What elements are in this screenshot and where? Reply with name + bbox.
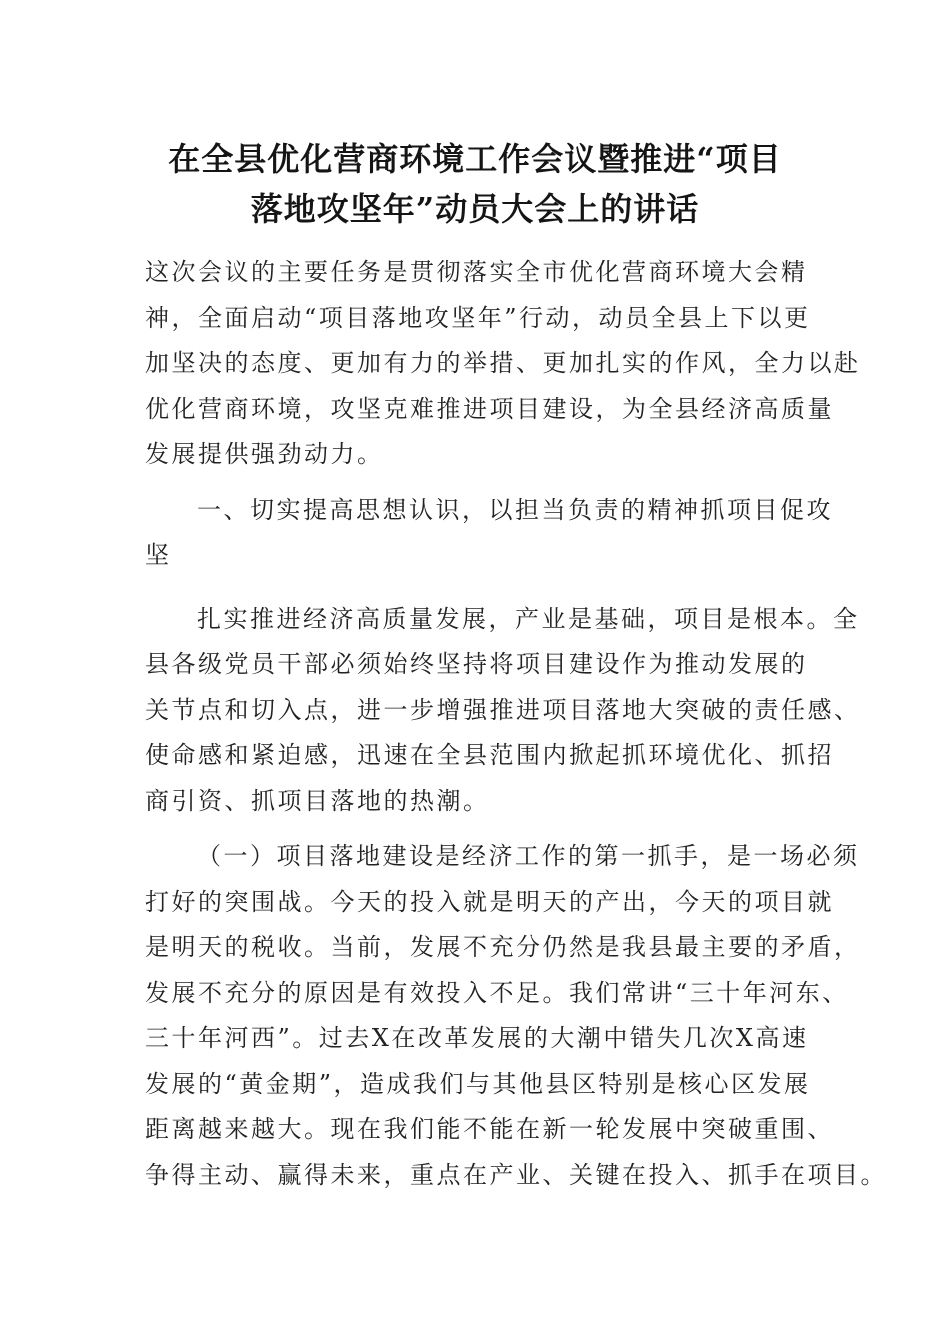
paragraph-line: 发展不充分的原因是有效投入不足。我们常讲“三十年河东、 xyxy=(145,978,849,1007)
paragraph-line: 三十年河西”。过去X在改革发展的大潮中错失几次X高速 xyxy=(145,1024,809,1052)
section-heading xyxy=(145,488,833,579)
paragraph-body xyxy=(145,597,861,825)
paragraph-line: 距离越来越大。现在我们能不能在新一轮发展中突破重围、 xyxy=(145,1115,834,1143)
paragraph-line: 商引资、抓项目落地的热潮。 xyxy=(145,786,490,815)
paragraph-line: 县各级党员干部必须始终坚持将项目建设作为推动发展的 xyxy=(145,650,808,678)
title-line: 落地攻坚年”动员大会上的讲话 xyxy=(250,190,700,228)
paragraph-line: 加坚决的态度、更加有力的举措、更加扎实的作风，全力以赴 xyxy=(145,349,861,377)
paragraph-intro xyxy=(145,250,861,478)
paragraph-line: 优化营商环境，攻坚克难推进项目建设，为全县经济高质量 xyxy=(145,394,834,423)
heading-line: 一、切实提高思想认识，以担当负责的精神抓项目促攻 xyxy=(197,495,833,524)
paragraph-line: 发展的“黄金期”，造成我们与其他县区特别是核心区发展 xyxy=(145,1069,811,1098)
paragraph-line: 扎实推进经济高质量发展，产业是基础，项目是根本。全 xyxy=(197,604,860,633)
document-title xyxy=(120,134,830,234)
heading-line: 坚 xyxy=(145,541,172,569)
paragraph-line: （一）项目落地建设是经济工作的第一抓手，是一场必须 xyxy=(197,842,860,870)
paragraph-line: 是明天的税收。当前，发展不充分仍然是我县最主要的矛盾， xyxy=(145,933,861,961)
paragraph-line: 这次会议的主要任务是贯彻落实全市优化营商环境大会精 xyxy=(145,258,808,286)
paragraph-line: 使命感和紧迫感，迅速在全县范围内掀起抓环境优化、抓招 xyxy=(145,741,834,769)
paragraph-line: 神，全面启动“项目落地攻坚年”行动，动员全县上下以更 xyxy=(145,303,811,332)
paragraph-subsection xyxy=(145,834,887,1198)
paragraph-line: 发展提供强劲动力。 xyxy=(145,440,384,468)
paragraph-line: 关节点和切入点，进一步增强推进项目落地大突破的责任感、 xyxy=(145,695,861,724)
paragraph-line: 打好的突围战。今天的投入就是明天的产出，今天的项目就 xyxy=(145,887,834,916)
paragraph-line: 争得主动、赢得未来，重点在产业、关键在投入、抓手在项目。 xyxy=(145,1160,887,1189)
document-body xyxy=(145,250,887,1198)
title-line: 在全县优化营商环境工作会议暨推进“项目 xyxy=(168,140,782,178)
